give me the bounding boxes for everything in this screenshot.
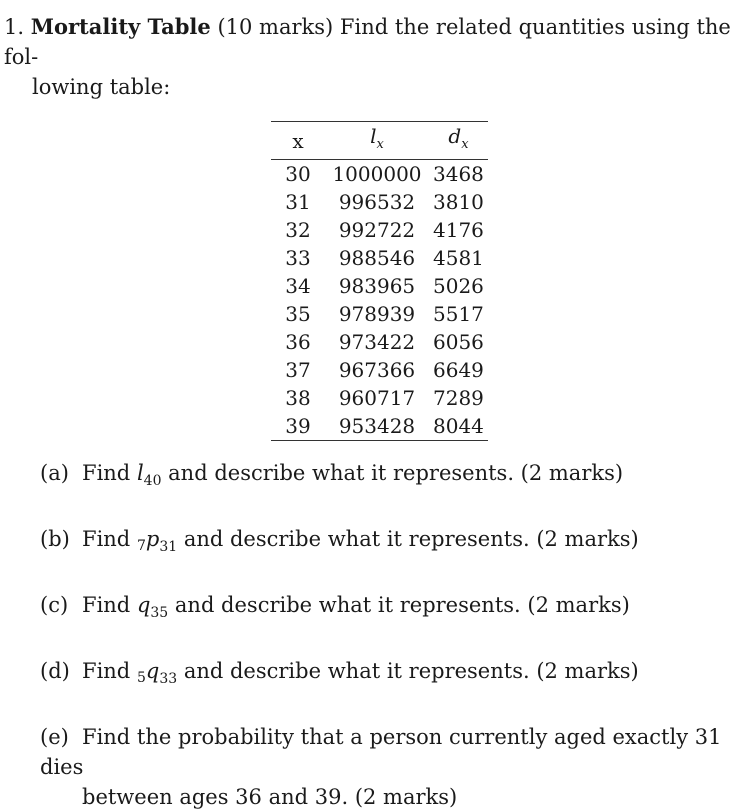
cell-lx: 1000000 [332, 162, 422, 186]
part-c-symbol: $q_{35}$ [136, 593, 169, 622]
cell-dx: 5517 [433, 302, 484, 326]
part-b: (b) Find $7p_{31}$ and describe what it represents. (2 marks) [40, 524, 745, 562]
question-number: 1. [4, 15, 25, 39]
mortality-table [271, 121, 488, 441]
part-d-symbol: $5q_{33}$ [136, 659, 178, 688]
part-a-label: (a) [40, 461, 69, 485]
cell-x: 33 [285, 246, 311, 270]
cell-dx: 3468 [433, 162, 484, 186]
header-dx: $d_x$ [429, 122, 488, 160]
part-e-line2: between ages 36 and 39. (2 marks) [82, 785, 458, 809]
cell-x: 31 [285, 190, 311, 214]
table-row [271, 356, 488, 384]
part-a-symbol: $l_{40}$ [136, 461, 162, 490]
table-header-row [271, 122, 488, 160]
table-row [271, 272, 488, 300]
part-a: (a) Find $l_{40}$ and describe what it represents. (2 marks) [40, 458, 745, 496]
cell-dx: 3810 [433, 190, 484, 214]
part-d-label: (d) [40, 659, 70, 683]
cell-x: 30 [285, 162, 311, 186]
part-e [40, 722, 745, 812]
table-row [271, 160, 488, 189]
cell-dx: 6056 [433, 330, 484, 354]
cell-lx: 960717 [338, 386, 416, 410]
cell-x: 35 [285, 302, 311, 326]
part-b-label: (b) [40, 527, 70, 551]
cell-dx: 4581 [433, 246, 484, 270]
cell-dx: 6649 [433, 358, 484, 382]
cell-lx: 967366 [338, 358, 416, 382]
cell-dx: 8044 [429, 412, 488, 441]
table-row [271, 384, 488, 412]
table-row [271, 216, 488, 244]
cell-dx: 4176 [433, 218, 484, 242]
header-lx: $l_x$ [325, 122, 429, 160]
table-row [271, 244, 488, 272]
cell-x: 34 [285, 274, 311, 298]
cell-x: 38 [285, 386, 311, 410]
table-row [271, 328, 488, 356]
cell-dx: 5026 [433, 274, 484, 298]
cell-x: 36 [285, 330, 311, 354]
part-d: (d) Find $5q_{33}$ and describe what it represents. (2 marks) [40, 656, 745, 694]
cell-x: 37 [285, 358, 311, 382]
part-e-label: (e) [40, 725, 69, 749]
part-b-symbol: $7p_{31}$ [136, 527, 178, 556]
cell-dx: 7289 [433, 386, 484, 410]
cell-x: 39 [271, 412, 325, 441]
cell-lx: 996532 [338, 190, 416, 214]
table-row [271, 412, 488, 441]
part-c-label: (c) [40, 593, 69, 617]
question-intro-line1: Find the related quantities using the fol- [4, 15, 731, 69]
cell-lx: 983965 [338, 274, 416, 298]
question-marks: (10 marks) [217, 15, 334, 39]
cell-lx: 978939 [338, 302, 416, 326]
table-row [271, 188, 488, 216]
part-c: (c) Find $q_{35}$ and describe what it represents. (2 marks) [40, 590, 745, 628]
question-intro-line2: lowing table: [32, 75, 171, 99]
question-title: Mortality Table [30, 14, 211, 39]
cell-lx: 992722 [338, 218, 416, 242]
cell-lx: 973422 [338, 330, 416, 354]
cell-x: 32 [285, 218, 311, 242]
part-e-line1: Find the probability that a person currently aged exactly 31 dies [40, 725, 722, 779]
question-header [4, 12, 744, 102]
table-row [271, 300, 488, 328]
cell-lx: 988546 [338, 246, 416, 270]
cell-lx: 953428 [325, 412, 429, 441]
header-x: x [271, 122, 325, 160]
